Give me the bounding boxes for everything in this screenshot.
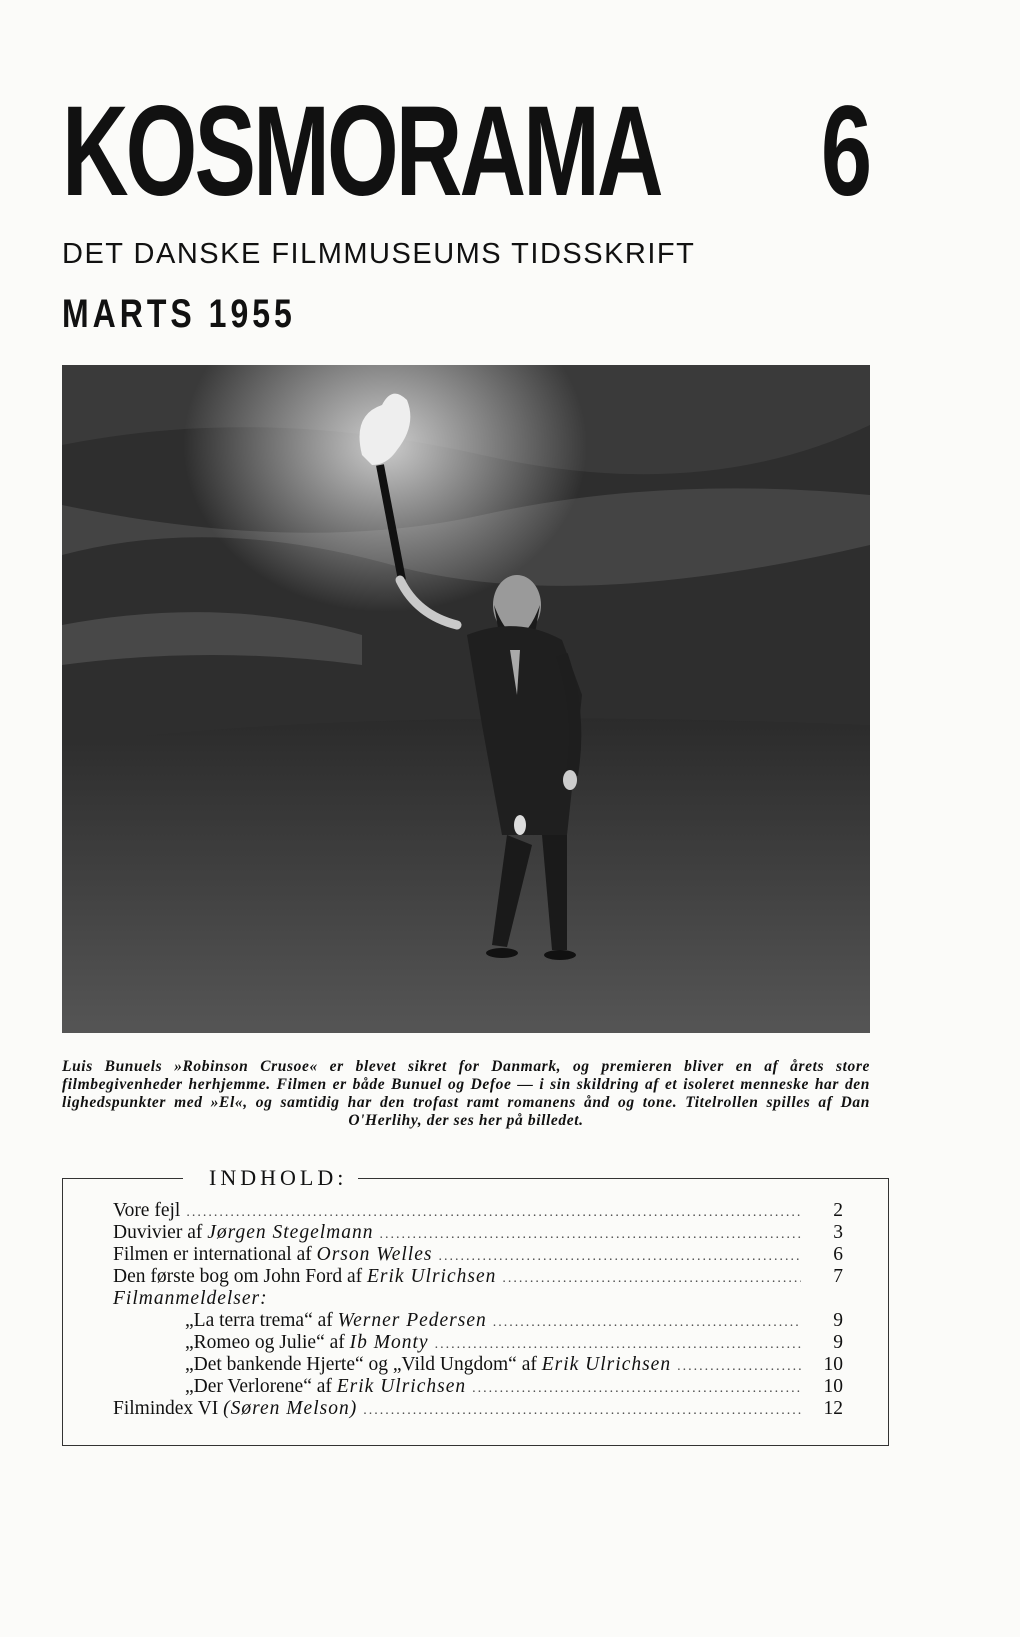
toc-entry-page: 6 <box>833 1244 843 1265</box>
toc-leader-dots <box>502 1271 801 1287</box>
toc-entry-author: Erik Ulrichsen <box>541 1354 672 1375</box>
toc-entry-author: (Søren Melson) <box>223 1398 358 1419</box>
toc-leader-dots <box>493 1315 801 1331</box>
toc-entry <box>113 1310 843 1332</box>
toc-leader-dots <box>677 1359 801 1375</box>
toc-entry-title: „La terra trema“ af <box>185 1310 333 1331</box>
toc-entry-title: Filmen er international af <box>113 1244 312 1265</box>
toc-entry-page: 9 <box>833 1332 843 1353</box>
toc-section-heading <box>113 1288 843 1310</box>
issue-number: 6 <box>820 80 872 223</box>
toc-entry-author: Erik Ulrichsen <box>367 1266 497 1287</box>
toc-entry-author: Ib Monty <box>349 1332 429 1353</box>
toc-entry-title: „Det bankende Hjerte“ og „Vild Ungdom“ af <box>185 1354 537 1375</box>
cover-photo <box>62 365 870 1033</box>
toc-entry-page: 7 <box>833 1266 843 1287</box>
toc-leader-dots <box>435 1337 801 1353</box>
cover-photo-illustration <box>62 365 870 1033</box>
masthead <box>62 80 872 223</box>
magazine-title: KOSMORAMA <box>62 80 661 223</box>
toc-entry-title: „Romeo og Julie“ af <box>185 1332 345 1353</box>
toc-entry-page: 2 <box>833 1200 843 1221</box>
toc-entry <box>113 1398 843 1420</box>
toc-entry-title: Duvivier af <box>113 1222 203 1243</box>
toc-entry <box>113 1244 843 1266</box>
toc-entry-title: Filmindex VI <box>113 1398 219 1419</box>
toc-entry-author: Erik Ulrichsen <box>336 1376 467 1397</box>
toc-entry <box>113 1200 843 1222</box>
toc-rule-right <box>358 1178 888 1179</box>
toc-entry <box>113 1376 843 1398</box>
toc-leader-dots <box>380 1227 802 1243</box>
toc-entry-page: 10 <box>823 1354 843 1375</box>
toc-entry-page: 10 <box>823 1376 843 1397</box>
toc-entry-author: Orson Welles <box>316 1244 433 1265</box>
toc-section-label: Filmanmeldelser: <box>113 1288 268 1309</box>
toc-entry <box>113 1266 843 1288</box>
toc-entry-author: Werner Pedersen <box>337 1310 487 1331</box>
toc-entry-page: 3 <box>833 1222 843 1243</box>
issue-date: MARTS 1955 <box>62 292 296 336</box>
toc-entry-page: 9 <box>833 1310 843 1331</box>
toc-entry-title: Den første bog om John Ford af <box>113 1266 363 1287</box>
toc-leader-dots <box>186 1205 801 1221</box>
toc-leader-dots <box>363 1403 801 1419</box>
toc-entry <box>113 1354 843 1376</box>
toc-entry-author: Jørgen Stegelmann <box>207 1222 374 1243</box>
toc-rule-left <box>63 1178 183 1179</box>
toc-list <box>113 1200 843 1420</box>
toc-entry-page: 12 <box>823 1398 843 1419</box>
toc-entry <box>113 1222 843 1244</box>
toc-entry-title: Vore fejl <box>113 1200 181 1221</box>
magazine-subtitle: DET DANSKE FILMMUSEUMS TIDSSKRIFT <box>62 238 696 270</box>
photo-caption: Luis Bunuels »Robinson Crusoe« er blevet sikret for Danmark, og premieren bliver en af årets store filmbegivenheder herhjemme. Filmen er både Bunuel og Defoe — i sin skildring af et isoleret menneske har den lighedspunkter med »El«, og samtidig har den trofast ramt romanens ånd og tone. Titelrollen spilles af Dan O'Herlihy, der ses her på billedet. <box>62 1058 870 1129</box>
toc-entry <box>113 1332 843 1354</box>
toc-leader-dots <box>438 1249 801 1265</box>
toc-leader-dots <box>472 1381 801 1397</box>
toc-heading: INDHOLD: <box>203 1165 353 1191</box>
table-of-contents <box>62 1165 889 1446</box>
toc-entry-title: „Der Verlorene“ af <box>185 1376 332 1397</box>
